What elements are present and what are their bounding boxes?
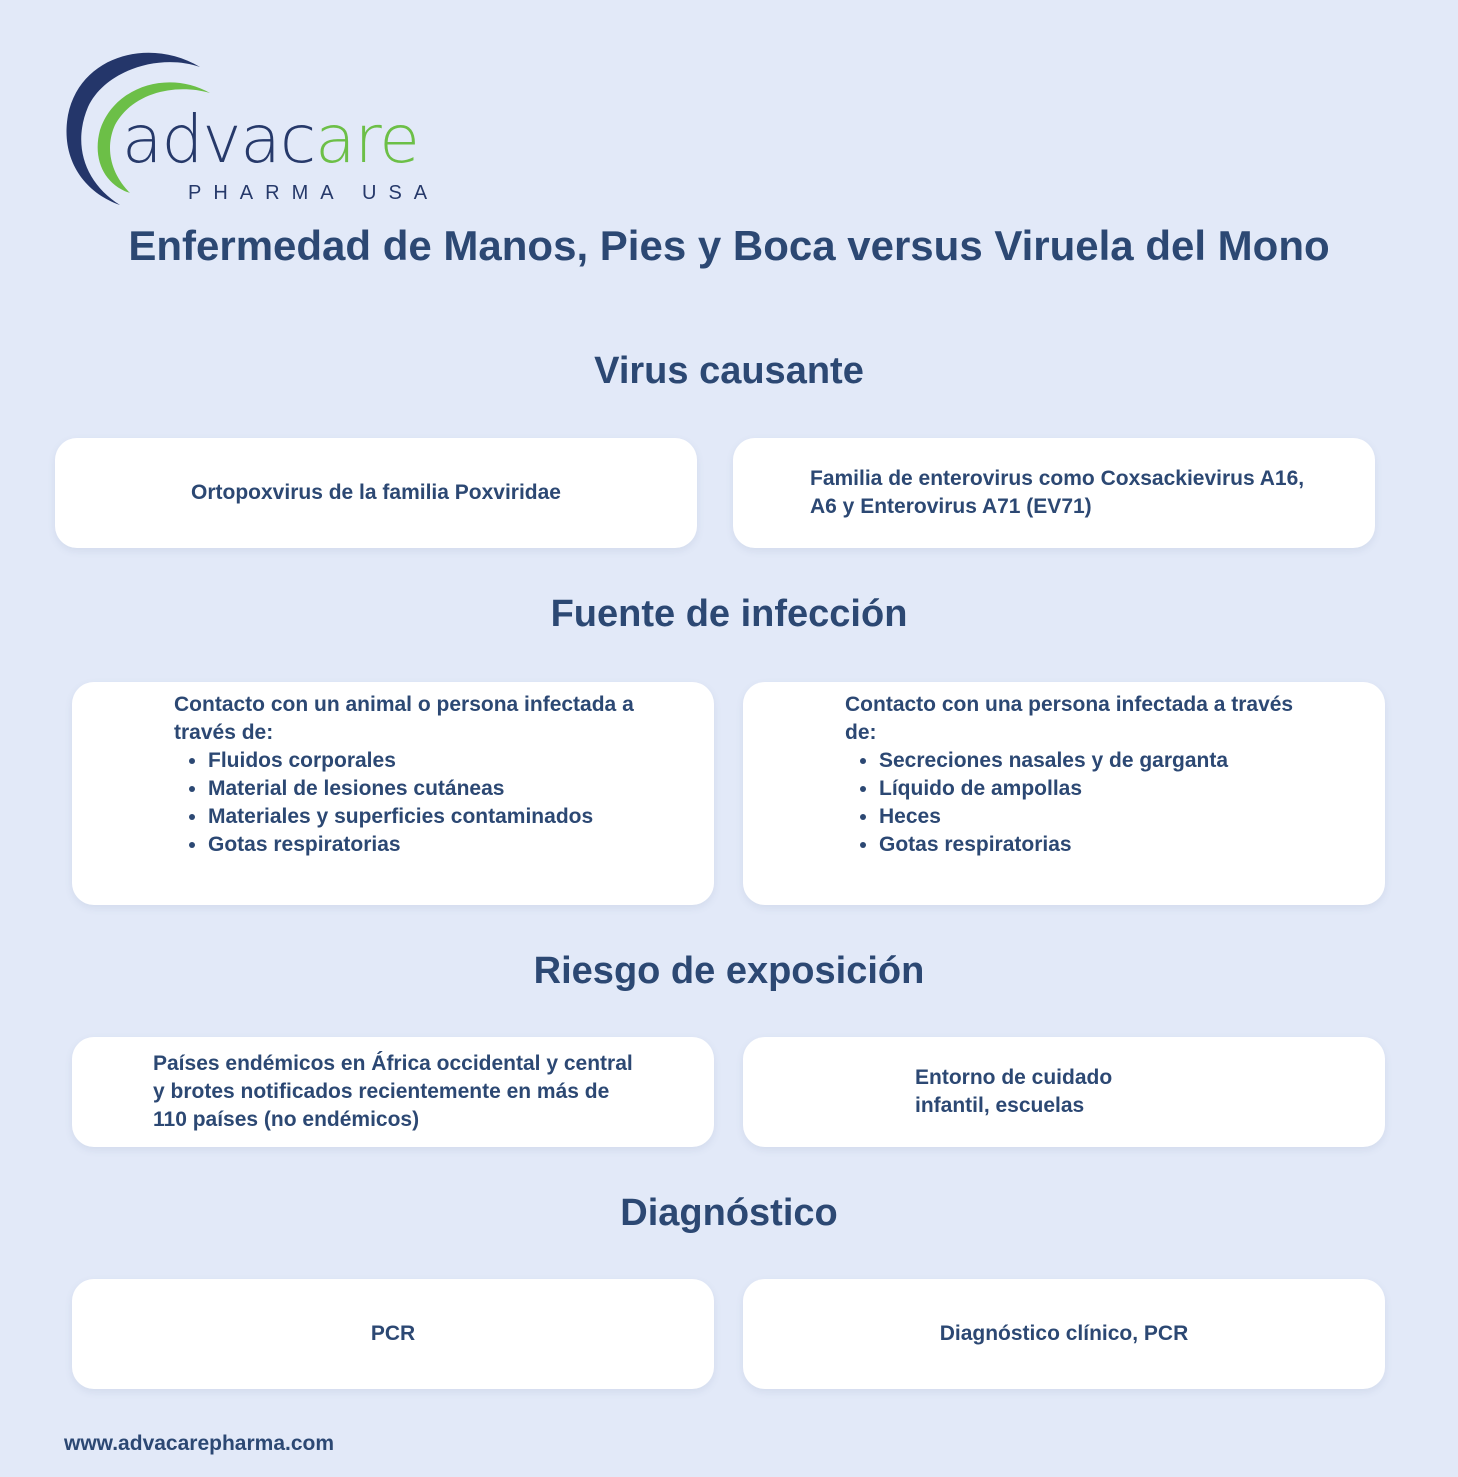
list-item: • Materiales y superficies contaminados xyxy=(208,803,634,831)
card-diagnostico-right xyxy=(743,1279,1385,1389)
advacare-logo xyxy=(60,45,460,210)
card-virus-right xyxy=(733,438,1375,548)
card-text: Ortopoxvirus de la familia Poxviridae xyxy=(191,481,561,504)
bullet-list xyxy=(174,747,634,859)
list-item: • Gotas respiratorias xyxy=(879,831,1325,859)
card-riesgo-left xyxy=(72,1037,714,1147)
card-fuente-right xyxy=(743,682,1385,905)
logo-subtitle: PHARMA USA xyxy=(188,182,440,204)
bullet-list xyxy=(845,747,1325,859)
section-heading-virus: Virus causante xyxy=(594,350,864,392)
card-virus-left xyxy=(55,438,697,548)
logo-wordmark: advacare xyxy=(122,101,419,178)
card-text: Familia de enterovirus como Coxsackievirus A16, A6 y Enterovirus A71 (EV71) xyxy=(810,467,1305,518)
card-diagnostico-left xyxy=(72,1279,714,1389)
card-intro: Contacto con una persona infectada a través de: xyxy=(845,693,1294,744)
list-item: • Heces xyxy=(879,803,1325,831)
list-item: • Secreciones nasales y de garganta xyxy=(879,747,1325,775)
card-text: Entorno de cuidado infantil, escuelas xyxy=(915,1066,1113,1117)
card-fuente-left xyxy=(72,682,714,905)
page-title: Enfermedad de Manos, Pies y Boca versus Viruela del Mono xyxy=(128,222,1330,269)
section-heading-riesgo: Riesgo de exposición xyxy=(533,950,925,992)
list-item: • Líquido de ampollas xyxy=(879,775,1325,803)
list-item: • Fluidos corporales xyxy=(208,747,634,775)
list-item: • Material de lesiones cutáneas xyxy=(208,775,634,803)
card-text: Diagnóstico clínico, PCR xyxy=(939,1322,1189,1345)
card-text: Países endémicos en África occidental y central y brotes notificados recientemente en más de 110 países (no endémicos) xyxy=(153,1052,633,1131)
card-intro: Contacto con un animal o persona infectada a través de: xyxy=(174,693,634,744)
footer-website-link[interactable]: www.advacarepharma.com xyxy=(64,1432,335,1455)
list-item: • Gotas respiratorias xyxy=(208,831,634,859)
section-heading-fuente: Fuente de infección xyxy=(550,593,908,635)
section-heading-diagnostico: Diagnóstico xyxy=(620,1192,838,1234)
card-text: PCR xyxy=(370,1322,416,1345)
card-riesgo-right xyxy=(743,1037,1385,1147)
